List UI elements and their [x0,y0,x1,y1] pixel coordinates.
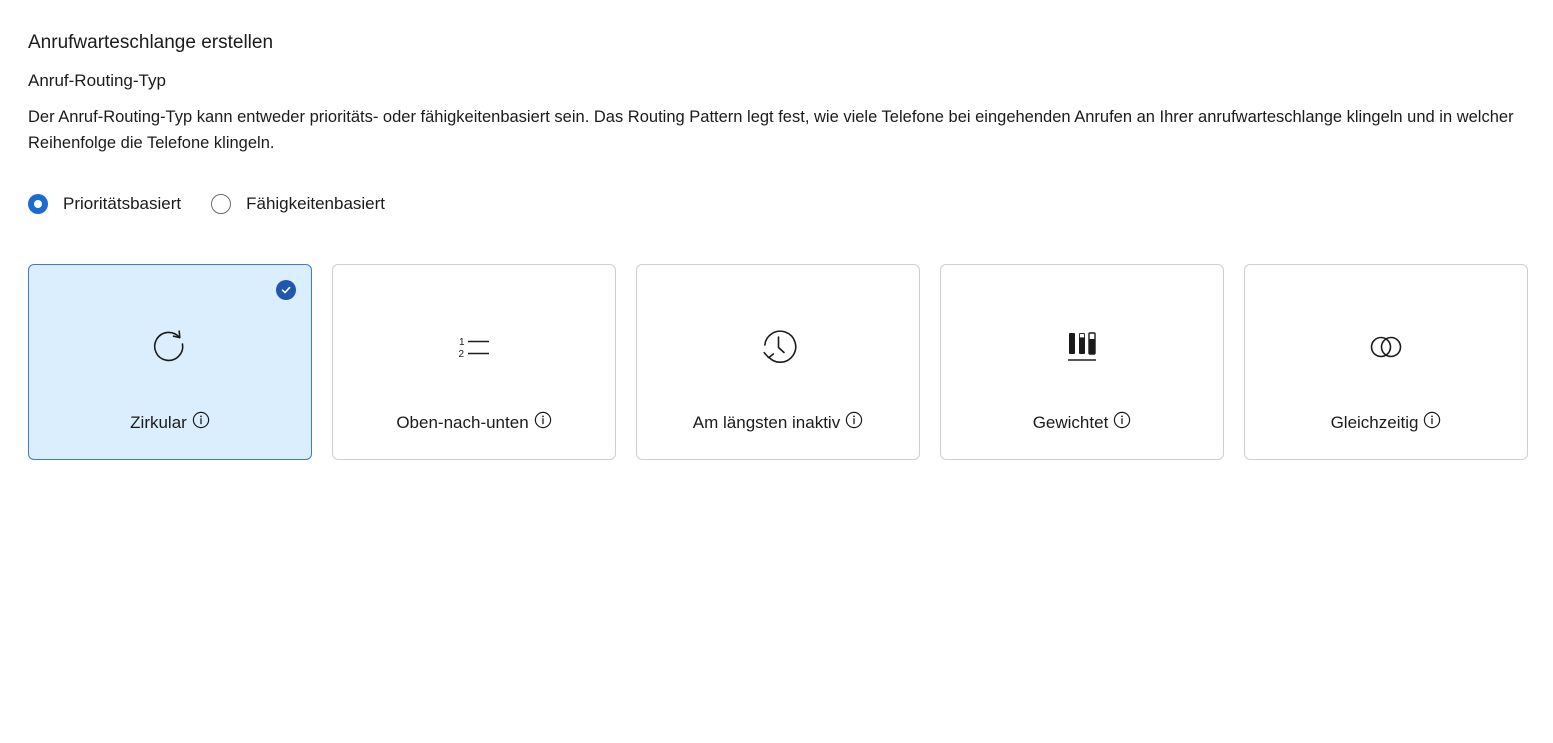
info-icon[interactable] [192,411,210,429]
card-label-row [1245,413,1527,433]
info-icon[interactable] [1113,411,1131,429]
svg-text:2: 2 [458,349,465,360]
info-icon[interactable] [534,411,552,429]
card-label-row [29,413,311,433]
radio-button-checked[interactable] [28,194,48,214]
section-title: Anruf-Routing-Typ [28,71,166,90]
checkmark-icon [276,280,296,300]
info-icon[interactable] [845,411,863,429]
pattern-card-circular[interactable] [28,264,312,460]
numbered-list-icon [454,327,494,367]
circular-arrow-icon [150,327,190,367]
card-label-row [333,413,615,433]
pattern-card-weighted[interactable] [940,264,1224,460]
svg-text:1: 1 [459,337,465,348]
radio-skill-based[interactable] [211,194,385,214]
weighted-bars-icon [1062,327,1102,367]
routing-pattern-cards [28,264,1528,460]
page-title: Anrufwarteschlange erstellen [28,32,274,53]
card-label: Zirkular [130,413,187,432]
routing-type-radio-group [28,192,1528,216]
card-label-row [941,413,1223,433]
clock-history-icon [758,327,798,367]
card-label: Am längsten inaktiv [692,413,841,432]
pattern-card-top-down[interactable] [332,264,616,460]
radio-label-skill: Fähigkeitenbasiert [246,194,386,213]
routing-type-form [28,30,1528,432]
radio-button-unchecked[interactable] [211,194,231,214]
card-label-row [637,413,919,433]
card-label: Gleichzeitig [1330,413,1419,432]
overlapping-circles-icon [1366,327,1406,367]
pattern-card-longest-idle[interactable] [636,264,920,460]
description-text: Der Anruf-Routing-Typ kann entweder prioritäts- oder fähigkeitenbasiert sein. Das Routing Pattern legt fest, wie viele Telefone bei eingehenden Anrufen an Ihrer anrufwarteschlange klingeln und in welcher Reihenfolge die Telefone klingeln. [28,108,1514,152]
card-label: Oben-nach-unten [396,413,529,432]
info-icon[interactable] [1423,411,1441,429]
radio-label-priority: Prioritätsbasiert [63,194,182,213]
radio-priority-based[interactable] [28,194,181,214]
pattern-card-simultaneous[interactable] [1244,264,1528,460]
card-label: Gewichtet [1032,413,1109,432]
